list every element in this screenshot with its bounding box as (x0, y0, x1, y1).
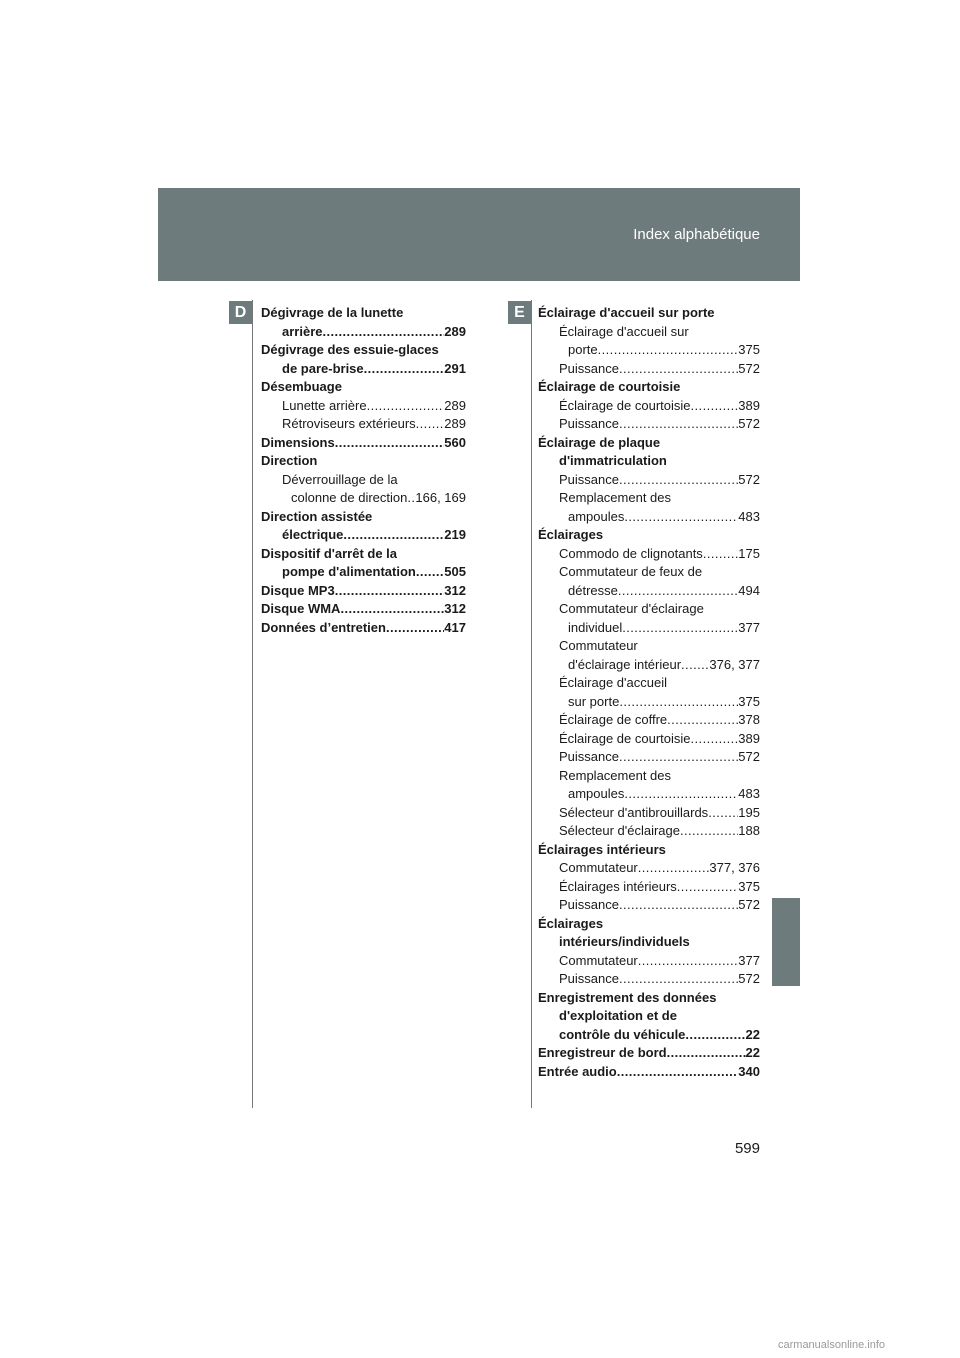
dot-leader (619, 360, 738, 379)
dot-leader (638, 859, 710, 878)
index-entry (261, 600, 466, 619)
dot-leader (691, 730, 739, 749)
entry-page-ref: 291 (444, 360, 466, 376)
entry-term: ampoules (568, 786, 625, 801)
dot-leader (619, 471, 738, 490)
index-entry (538, 693, 760, 712)
index-entry (538, 582, 760, 601)
section-thumb-tab (772, 898, 800, 986)
index-entry: Remplacement des (559, 767, 671, 783)
index-entry: Éclairage de plaque (538, 434, 661, 450)
index-entry: Éclairage d'accueil sur (559, 323, 689, 339)
entry-page-ref: 377 (738, 952, 760, 968)
index-entry (538, 1063, 760, 1082)
dot-leader (703, 545, 738, 564)
entry-page-ref: 22 (745, 1026, 760, 1042)
index-entry (261, 619, 466, 638)
dot-leader (680, 822, 738, 841)
dot-leader (624, 785, 738, 804)
index-entry (538, 471, 760, 490)
index-entry (538, 952, 760, 971)
entry-term: Disque MP3 (261, 582, 335, 598)
index-entry (261, 434, 466, 453)
index-entry (538, 822, 760, 841)
entry-page-ref: 417 (444, 619, 466, 635)
entry-page-ref: 572 (738, 471, 760, 487)
dot-leader (667, 1044, 746, 1063)
index-entry: Déverrouillage de la (282, 471, 398, 487)
dot-leader (685, 1026, 745, 1045)
index-entry: Dispositif d'arrêt de la (261, 545, 398, 561)
dot-leader (691, 397, 739, 416)
index-entry: Direction (261, 453, 318, 468)
dot-leader (618, 582, 738, 601)
entry-term: Puissance (559, 416, 619, 431)
index-entry: Éclairages intérieurs (538, 841, 666, 857)
entry-page-ref: 22 (745, 1045, 760, 1060)
index-entry (538, 360, 760, 379)
dot-leader (619, 748, 738, 767)
dot-leader (619, 415, 738, 434)
dot-leader (708, 804, 738, 823)
entry-term: sur porte (568, 693, 620, 709)
index-entry: Commutateur de feux de (559, 564, 703, 579)
entry-page-ref: 560 (444, 434, 466, 450)
dot-leader (667, 711, 738, 730)
entry-term: Commodo de clignotants (559, 545, 703, 561)
entry-page-ref: 378 (738, 712, 760, 727)
section-title: Index alphabétique (633, 226, 760, 243)
entry-page-ref: 389 (738, 730, 760, 746)
index-entry (261, 526, 466, 545)
entry-term: Puissance (559, 471, 619, 487)
entry-term: Éclairage de courtoisie (559, 397, 691, 413)
dot-leader (598, 341, 739, 360)
entry-term: Rétroviseurs extérieurs (282, 416, 416, 431)
entry-page-ref: 376, 377 (709, 656, 760, 672)
index-entry (538, 397, 760, 416)
dot-leader (416, 563, 444, 582)
dot-leader (340, 600, 444, 619)
entry-page-ref: 572 (738, 749, 760, 764)
entry-term: Puissance (559, 897, 619, 912)
index-entry (261, 563, 466, 582)
index-entry (261, 323, 466, 342)
entry-page-ref: 572 (738, 416, 760, 431)
dot-leader (322, 323, 444, 342)
entry-page-ref: 340 (738, 1063, 760, 1079)
entry-page-ref: 166, 169 (415, 490, 466, 505)
index-entry (261, 397, 466, 416)
index-entry: Dégivrage de la lunette (261, 305, 404, 320)
entry-page-ref: 289 (444, 416, 466, 431)
dot-leader (617, 1063, 739, 1082)
entry-term: Lunette arrière (282, 397, 367, 413)
index-entry (261, 489, 466, 508)
dot-leader (386, 619, 444, 638)
index-entry (538, 748, 760, 767)
index-entry (261, 360, 466, 379)
entry-term: individuel (568, 619, 623, 635)
index-entry: Direction assistée (261, 508, 373, 524)
dot-leader (364, 360, 445, 379)
index-entry: Enregistrement des données (538, 989, 717, 1005)
entry-term: Commutateur (559, 860, 638, 875)
entry-page-ref: 572 (738, 971, 760, 986)
left-column-rule (252, 300, 253, 1108)
index-entry: d'immatriculation (559, 453, 667, 468)
entry-page-ref: 188 (738, 823, 760, 838)
dot-leader (619, 896, 738, 915)
entry-page-ref: 219 (444, 527, 466, 542)
index-entry (261, 415, 466, 434)
entry-term: d'éclairage intérieur (568, 656, 682, 672)
entry-term: détresse (568, 582, 618, 598)
entry-page-ref: 572 (738, 360, 760, 376)
entry-page-ref: 375 (738, 878, 760, 894)
entry-term: ampoules (568, 508, 625, 524)
entry-term: électrique (282, 527, 344, 542)
dot-leader (335, 582, 445, 601)
dot-leader (677, 878, 739, 897)
index-entry (538, 619, 760, 638)
index-entry: Éclairage d'accueil sur porte (538, 305, 715, 320)
header-band (158, 188, 800, 281)
entry-term: Commutateur (559, 952, 638, 968)
dot-leader (624, 508, 738, 527)
index-entry: Éclairage de courtoisie (538, 379, 681, 394)
index-entry (538, 1026, 760, 1045)
dot-leader (622, 619, 738, 638)
index-entry: Éclairages (538, 915, 604, 931)
index-entry (538, 785, 760, 804)
entry-term: porte (568, 342, 598, 357)
entry-term: Dimensions (261, 434, 335, 450)
index-entry: intérieurs/individuels (559, 934, 690, 949)
index-entry: Dégivrage des essuie-glaces (261, 342, 439, 357)
index-entry (261, 582, 466, 601)
index-entry: Désembuage (261, 379, 342, 394)
entry-term: Puissance (559, 360, 619, 376)
watermark: carmanualsonline.info (778, 1339, 886, 1351)
index-column-right (538, 304, 760, 1081)
entry-page-ref: 375 (738, 342, 760, 357)
entry-term: pompe d'alimentation (282, 564, 416, 579)
index-entry (538, 341, 760, 360)
entry-page-ref: 483 (738, 508, 760, 524)
entry-page-ref: 175 (738, 545, 760, 561)
entry-term: Entrée audio (538, 1063, 617, 1079)
dot-leader (681, 656, 709, 675)
index-entry (538, 1044, 760, 1063)
index-entry (538, 970, 760, 989)
entry-page-ref: 289 (444, 397, 466, 413)
index-entry: Remplacement des (559, 490, 671, 505)
index-entry (538, 878, 760, 897)
index-entry (538, 804, 760, 823)
entry-term: contrôle du véhicule (559, 1026, 686, 1042)
dot-leader (367, 397, 445, 416)
index-entry (538, 896, 760, 915)
entry-page-ref: 505 (444, 564, 466, 579)
index-entry (538, 711, 760, 730)
dot-leader (407, 489, 415, 508)
entry-page-ref: 195 (738, 804, 760, 820)
entry-term: Éclairage de courtoisie (559, 730, 691, 746)
letter-badge-e: E (508, 301, 531, 324)
entry-term: de pare-brise (282, 360, 364, 376)
entry-term: Éclairages intérieurs (559, 878, 677, 894)
entry-term: Sélecteur d'antibrouillards (559, 804, 709, 820)
entry-page-ref: 483 (738, 786, 760, 801)
right-column-rule (531, 300, 532, 1108)
entry-page-ref: 289 (444, 323, 466, 339)
index-entry (538, 859, 760, 878)
index-entry (538, 415, 760, 434)
entry-page-ref: 389 (738, 397, 760, 413)
index-entry (538, 508, 760, 527)
entry-term: colonne de direction (291, 490, 408, 505)
entry-term: Puissance (559, 971, 619, 986)
entry-term: Enregistreur de bord (538, 1045, 667, 1060)
entry-page-ref: 494 (738, 582, 760, 598)
entry-term: Données d’entretien (261, 619, 386, 635)
entry-term: Puissance (559, 749, 619, 764)
index-entry: Commutateur (559, 638, 638, 653)
entry-term: Disque WMA (261, 601, 341, 616)
dot-leader (335, 434, 445, 453)
dot-leader (619, 693, 738, 712)
dot-leader (343, 526, 444, 545)
entry-page-ref: 377, 376 (709, 860, 760, 875)
entry-term: arrière (282, 323, 323, 339)
entry-page-ref: 377 (738, 619, 760, 635)
index-entry: d'exploitation et de (559, 1008, 677, 1023)
dot-leader (638, 952, 739, 971)
index-entry: Éclairages (538, 527, 604, 542)
page-number: 599 (734, 1140, 760, 1157)
dot-leader (416, 415, 445, 434)
index-entry (538, 656, 760, 675)
letter-badge-d: D (229, 301, 252, 324)
entry-page-ref: 312 (444, 601, 466, 616)
entry-page-ref: 572 (738, 897, 760, 912)
entry-term: Éclairage de coffre (559, 712, 668, 727)
entry-page-ref: 312 (444, 582, 466, 598)
entry-term: Sélecteur d'éclairage (559, 823, 680, 838)
index-entry (538, 730, 760, 749)
dot-leader (619, 970, 738, 989)
entry-page-ref: 375 (738, 693, 760, 709)
index-entry (538, 545, 760, 564)
index-entry: Commutateur d'éclairage (559, 601, 704, 616)
index-column-left (261, 304, 466, 637)
index-entry: Éclairage d'accueil (559, 675, 667, 690)
